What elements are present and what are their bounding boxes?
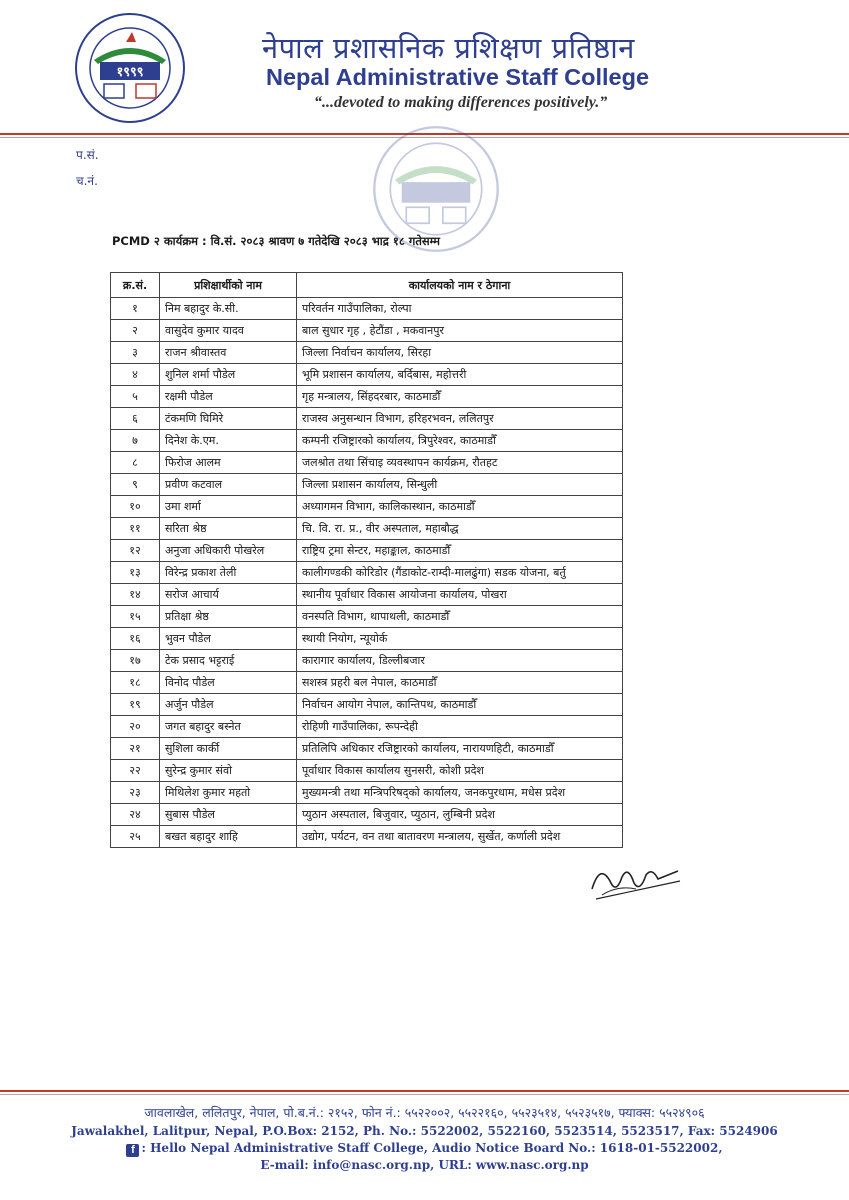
serial-cell: २० <box>111 716 160 738</box>
name-cell: प्रवीण कटवाल <box>160 474 297 496</box>
serial-cell: ८ <box>111 452 160 474</box>
office-cell: रोहिणी गाउँपालिका, रूपन्देही <box>297 716 623 738</box>
table-row <box>111 452 623 474</box>
office-cell: स्थानीय पूर्वाधार विकास आयोजना कार्यालय, पोखरा <box>297 584 623 606</box>
table-row <box>111 298 623 320</box>
table-row <box>111 430 623 452</box>
name-cell: प्रतिक्षा श्रेष्ठ <box>160 606 297 628</box>
name-cell: मिथिलेश कुमार महतो <box>160 782 297 804</box>
table-row <box>111 782 623 804</box>
footer-facebook-line <box>0 1141 849 1157</box>
name-cell: दिनेश के.एम. <box>160 430 297 452</box>
reference-block <box>76 146 99 198</box>
serial-cell: ६ <box>111 408 160 430</box>
table-row <box>111 804 623 826</box>
office-cell: निर्वाचन आयोग नेपाल, कान्तिपथ, काठमाडौँ <box>297 694 623 716</box>
table-row <box>111 408 623 430</box>
header-title-np: नेपाल प्रशासनिक प्रशिक्षण प्रतिष्ठान <box>262 31 635 65</box>
serial-cell: ५ <box>111 386 160 408</box>
footer-address-np: जावलाखेल, ललितपुर, नेपाल, पो.ब.नं.: २१५२, फोन नं.: ५५२२००२, ५५२२१६०, ५५२३५१४, ५५२३५१७, फ्याक्स: ५५२४९०६ <box>144 1105 705 1120</box>
office-cell: भूमि प्रशासन कार्यालय, बर्दिबास, महोत्तरी <box>297 364 623 386</box>
table-row <box>111 562 623 584</box>
table-row <box>111 650 623 672</box>
name-cell: राजन श्रीवास्तव <box>160 342 297 364</box>
table-row <box>111 364 623 386</box>
footer-address-en: Jawalakhel, Lalitpur, Nepal, P.O.Box: 2152, Ph. No.: 5522002, 5522160, 5523514, 5523517, Fax: 5524906 <box>71 1124 778 1138</box>
office-cell: मुख्यमन्त्री तथा मन्त्रिपरिषद्को कार्यालय, जनकपुरधाम, मधेस प्रदेश <box>297 782 623 804</box>
table-row <box>111 342 623 364</box>
name-cell: अनुजा अधिकारी पोखरेल <box>160 540 297 562</box>
table-row <box>111 694 623 716</box>
office-cell: स्थायी नियोग, न्यूयोर्क <box>297 628 623 650</box>
name-cell: बखत बहादुर शाहि <box>160 826 297 848</box>
logo-center-text: १९९९ <box>116 65 144 80</box>
name-cell: टेक प्रसाद भट्टराई <box>160 650 297 672</box>
name-cell: सरोज आचार्य <box>160 584 297 606</box>
office-cell: बाल सुधार गृह , हेटौंडा , मकवानपुर <box>297 320 623 342</box>
serial-cell: १२ <box>111 540 160 562</box>
serial-cell: ३ <box>111 342 160 364</box>
serial-cell: १० <box>111 496 160 518</box>
office-cell: प्युठान अस्पताल, बिजुवार, प्युठान, लुम्बिनी प्रदेश <box>297 804 623 826</box>
serial-cell: १७ <box>111 650 160 672</box>
serial-cell: १९ <box>111 694 160 716</box>
name-cell: विनोद पौडेल <box>160 672 297 694</box>
name-cell: टंकमणि घिमिरे <box>160 408 297 430</box>
name-cell: सुरेन्द्र कुमार संवो <box>160 760 297 782</box>
office-cell: जिल्ला प्रशासन कार्यालय, सिन्धुली <box>297 474 623 496</box>
footer-rule <box>0 1090 849 1092</box>
cn-label: च.नं. <box>76 174 98 188</box>
name-cell: निम बहादुर के.सी. <box>160 298 297 320</box>
table-row <box>111 386 623 408</box>
serial-cell: ११ <box>111 518 160 540</box>
serial-cell: १८ <box>111 672 160 694</box>
footer-rule-thin <box>0 1094 849 1095</box>
office-cell: प्रतिलिपि अधिकार रजिष्ट्रारको कार्यालय, नारायणहिटी, काठमाडौँ <box>297 738 623 760</box>
name-cell: फिरोज आलम <box>160 452 297 474</box>
header-name: प्रशिक्षार्थीको नाम <box>160 273 297 298</box>
serial-cell: २१ <box>111 738 160 760</box>
office-cell: वनस्पति विभाग, थापाथली, काठमाडौँ <box>297 606 623 628</box>
table-row <box>111 628 623 650</box>
office-cell: कालीगण्डकी कोरिडोर (गैंडाकोट-राम्दी-मालढुंगा) सडक योजना, बर्तु <box>297 562 623 584</box>
table-row <box>111 584 623 606</box>
office-cell: चि. वि. रा. प्र., वीर अस्पताल, महाबौद्ध <box>297 518 623 540</box>
name-cell: रक्षमी पौडेल <box>160 386 297 408</box>
footer-contact: E-mail: info@nasc.org.np, URL: www.nasc.org.np <box>260 1158 589 1172</box>
name-cell: भुवन पौडेल <box>160 628 297 650</box>
office-cell: परिवर्तन गाउँपालिका, रोल्पा <box>297 298 623 320</box>
serial-cell: २२ <box>111 760 160 782</box>
footer-facebook-text: : Hello Nepal Administrative Staff College, Audio Notice Board No.: 1618-01-5522002, <box>141 1141 723 1155</box>
name-cell: जगत बहादुर बस्नेत <box>160 716 297 738</box>
name-cell: उमा शर्मा <box>160 496 297 518</box>
name-cell: सुबास पौडेल <box>160 804 297 826</box>
table-row <box>111 320 623 342</box>
table-row <box>111 518 623 540</box>
ps-label: प.सं. <box>76 148 99 162</box>
facebook-icon: f <box>126 1144 139 1157</box>
name-cell: शुनिल शर्मा पौडेल <box>160 364 297 386</box>
serial-cell: ७ <box>111 430 160 452</box>
serial-cell: २३ <box>111 782 160 804</box>
table-row <box>111 474 623 496</box>
office-cell: कारागार कार्यालय, डिल्लीबजार <box>297 650 623 672</box>
table-row <box>111 716 623 738</box>
name-cell: वासुदेव कुमार यादव <box>160 320 297 342</box>
participants-table <box>110 272 623 848</box>
office-cell: राजस्व अनुसन्धान विभाग, हरिहरभवन, ललितपुर <box>297 408 623 430</box>
serial-cell: २४ <box>111 804 160 826</box>
table-row <box>111 738 623 760</box>
name-cell: सुशिला कार्की <box>160 738 297 760</box>
name-cell: विरेन्द्र प्रकाश तेली <box>160 562 297 584</box>
office-cell: जिल्ला निर्वाचन कार्यालय, सिरहा <box>297 342 623 364</box>
document-title: PCMD २ कार्यक्रम : वि.सं. २०८३ श्रावण ७ गतेदेखि २०८३ भाद्र १८ गतेसम्म <box>112 234 440 248</box>
office-cell: पूर्वाधार विकास कार्यालय सुनसरी, कोशी प्रदेश <box>297 760 623 782</box>
signature <box>588 855 683 905</box>
serial-cell: १६ <box>111 628 160 650</box>
serial-cell: ४ <box>111 364 160 386</box>
name-cell: अर्जुन पौडेल <box>160 694 297 716</box>
table-header-row <box>111 273 623 298</box>
office-cell: अध्यागमन विभाग, कालिकास्थान, काठमाडौँ <box>297 496 623 518</box>
table-row <box>111 496 623 518</box>
serial-cell: ९ <box>111 474 160 496</box>
header-tagline: “...devoted to making differences positively.” <box>314 94 608 111</box>
serial-cell: २ <box>111 320 160 342</box>
table-row <box>111 760 623 782</box>
table-row <box>111 672 623 694</box>
office-cell: राष्ट्रिय ट्रमा सेन्टर, महाङ्काल, काठमाडौँ <box>297 540 623 562</box>
office-cell: गृह मन्त्रालय, सिंहदरबार, काठमाडौँ <box>297 386 623 408</box>
serial-cell: १५ <box>111 606 160 628</box>
office-cell: जलश्रोत तथा सिंचाइ व्यवस्थापन कार्यक्रम, रौतहट <box>297 452 623 474</box>
serial-cell: १ <box>111 298 160 320</box>
serial-cell: १४ <box>111 584 160 606</box>
office-cell: कम्पनी रजिष्ट्रारको कार्यालय, त्रिपुरेश्वर, काठमाडौँ <box>297 430 623 452</box>
office-cell: उद्योग, पर्यटन, वन तथा बातावरण मन्त्रालय, सुर्खेत, कर्णाली प्रदेश <box>297 826 623 848</box>
serial-cell: १३ <box>111 562 160 584</box>
office-cell: सशस्त्र प्रहरी बल नेपाल, काठमाडौँ <box>297 672 623 694</box>
header-serial: क्र.सं. <box>111 273 160 298</box>
table-row <box>111 540 623 562</box>
header-office: कार्यालयको नाम र ठेगाना <box>297 273 623 298</box>
serial-cell: २५ <box>111 826 160 848</box>
name-cell: सरिता श्रेष्ठ <box>160 518 297 540</box>
table-row <box>111 826 623 848</box>
nasc-logo <box>74 12 186 124</box>
header-title-en: Nepal Administrative Staff College <box>266 64 650 90</box>
table-row <box>111 606 623 628</box>
